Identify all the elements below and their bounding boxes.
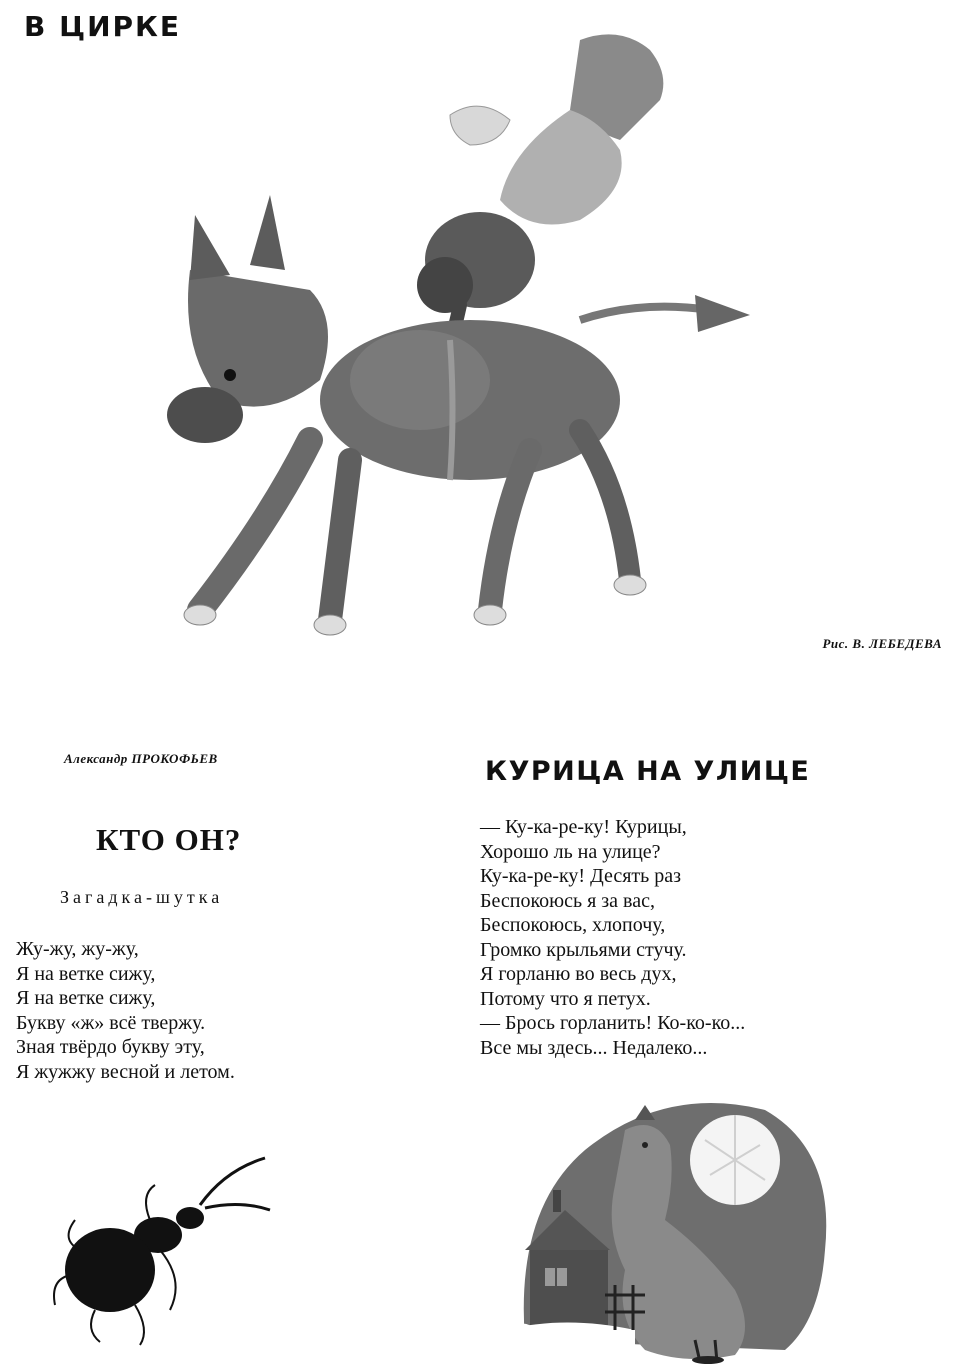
poem-line: Все мы здесь... Недалеко...	[480, 1036, 708, 1059]
poem-line: Беспокоюсь, хлопочу,	[480, 914, 666, 936]
poem-line: Громко крыльями стучу.	[480, 938, 687, 961]
poem-line: Букву «ж» всё твержу.	[16, 1011, 206, 1034]
left-poem-text	[16, 937, 235, 1084]
poem-line: Я на ветке сижу,	[16, 987, 156, 1009]
poem-line: Хорошо ль на улице?	[480, 840, 661, 863]
author-name: Александр ПРОКОФЬЕВ	[64, 751, 218, 766]
rooster-and-house-illustration	[505, 1090, 835, 1365]
donkey-and-monkey-illustration	[150, 20, 770, 650]
poem-line: — Ку-ка-ре-ку! Курицы,	[480, 816, 687, 838]
left-poem-title: КТО ОН?	[96, 822, 242, 857]
poem-line: Я жужжу весной и летом.	[16, 1060, 235, 1083]
poem-line: Беспокоюсь я за вас,	[480, 889, 655, 912]
poem-line: Я горланю во весь дух,	[480, 963, 677, 985]
poem-line: Жу-жу, жу-жу,	[16, 938, 139, 960]
poem-line: Зная твёрдо букву эту,	[16, 1036, 205, 1058]
illustration-credit: Рис. В. ЛЕБЕДЕВА	[822, 636, 942, 651]
right-poem-text	[480, 815, 745, 1060]
left-poem-subtitle: Загадка-шутка	[60, 887, 224, 907]
section-title: В ЦИРКЕ	[24, 10, 182, 43]
poem-line: — Брось горланить! Ко-ко-ко...	[480, 1012, 746, 1034]
right-poem-title: КУРИЦА НА УЛИЦЕ	[485, 756, 811, 787]
poem-line: Я на ветке сижу,	[16, 962, 156, 985]
poem-line: Ку-ка-ре-ку! Десять раз	[480, 865, 682, 887]
poem-line: Потому что я петух.	[480, 987, 651, 1010]
beetle-illustration	[40, 1150, 280, 1350]
